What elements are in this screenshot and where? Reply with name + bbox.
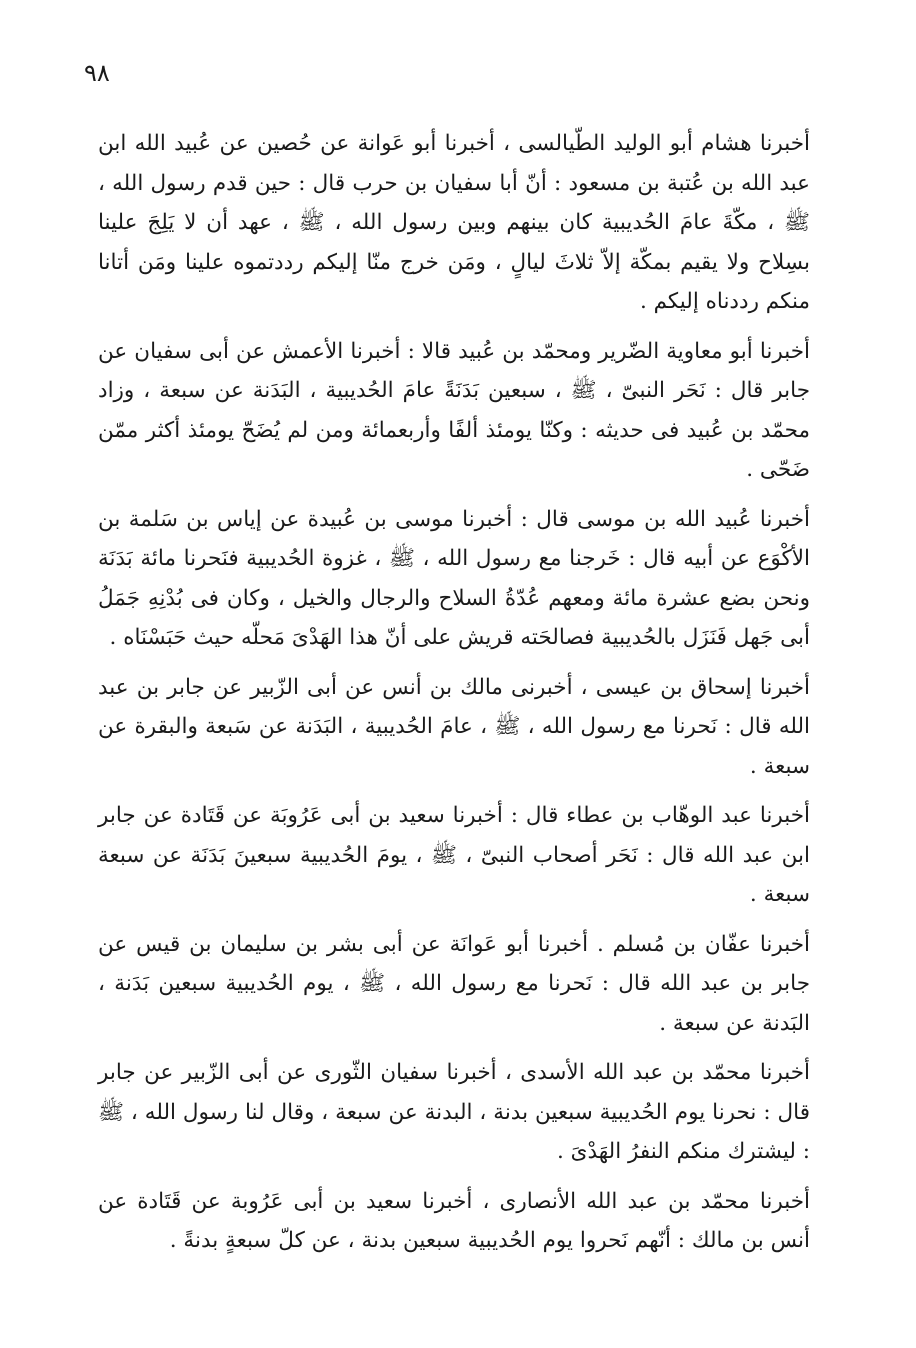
paragraph: أخبرنا محمّد بن عبد الله الأسدى ، أخبرنا سفيان الثّورى عن أبى الزّبير عن جابر قال : نحرنا يوم الحُديبية سبعين بدنة ، البدنة عن سبعة ، وقال لنا رسول الله ، ﷺ : ليشترك منكم النفرُ الهَدْىَ . (98, 1060, 810, 1164)
page-body (98, 124, 810, 1271)
paragraph: أخبرنا أبو معاوية الضّرير ومحمّد بن عُبيد قالا : أخبرنا الأعمش عن أبى سفيان عن جابر قال : نَحَر النبىّ ، ﷺ ، سبعين بَدَنَةً عامَ الحُديبية ، البَدَنة عن سبعة ، وزاد محمّد بن عُبيد فى حديثه : وكنّا يومئذ ألفًا وأربعمائة ومن لم يُضَحّ يومئذ أكثر ممّن ضَحّى . (98, 338, 810, 482)
paragraph: أخبرنا عفّان بن مُسلم . أخبرنا أبو عَوانَة عن أبى بشر بن سليمان بن قيس عن جابر بن عبد الله قال : نَحرنا مع رسول الله ، ﷺ ، يوم الحُديبية سبعين بَدَنة ، البَدنة عن سبعة . (98, 931, 810, 1036)
paragraph: أخبرنا محمّد بن عبد الله الأنصارى ، أخبرنا سعيد بن أبى عَرُوبة عن قَتَادة عن أنس بن مالك : أنّهم نَحروا يوم الحُديبية سبعين بدنة ، عن كلّ سبعةٍ بدنةً . (98, 1188, 810, 1253)
paragraph: أخبرنا عُبيد الله بن موسى قال : أخبرنا موسى بن عُبيدة عن إياس بن سَلمة بن الأكْوَع عن أبيه قال : خَرجنا مع رسول الله ، ﷺ ، غزوة الحُديبية فنَحرنا مائة بَدَنَة ونحن بضع عشرة مائة ومعهم عُدّةُ السلاح والرجال والخيل ، وكان فى بُدْنِهِ جَمَلُ أبى جَهل فَنَزَل بالحُديبية فصالحَته قريش على أنّ هذا الهَدْىَ مَحلّه حيث حَبَسْنَاه . (98, 506, 810, 650)
paragraph: أخبرنا هشام أبو الوليد الطّيالسى ، أخبرنا أبو عَوانة عن حُصين عن عُبيد الله ابن عبد الله بن عُتبة بن مسعود : أنّ أبا سفيان بن حرب قال : حين قدم رسول الله ، ﷺ ، مكّةَ عامَ الحُديبية كان بينهم وبين رسول الله ، ﷺ ، عهد أن لا يَلِجَ علينا بسِلاح ولا يقيم بمكّة إلاّ ثلاثَ ليالٍ ، ومَن خرج منّا إليكم رددتموه علينا ومَن أتانا منكم رددناه إليكم . (98, 131, 810, 314)
paragraph: أخبرنا إسحاق بن عيسى ، أخبرنى مالك بن أنس عن أبى الزّبير عن جابر بن عبد الله قال : نَحرنا مع رسول الله ، ﷺ ، عامَ الحُديبية ، البَدَنة عن سَبعة والبقرة عن سبعة . (98, 674, 810, 779)
paragraph: أخبرنا عبد الوهّاب بن عطاء قال : أخبرنا سعيد بن أبى عَرُوبَة عن قَتَادة عن جابر ابن عبد الله قال : نَحَر أصحاب النبىّ ، ﷺ ، يومَ الحُديبية سبعينَ بَدَنَة عن سبعة سبعة . (98, 803, 810, 907)
page-number: ٩٨ (84, 59, 110, 87)
